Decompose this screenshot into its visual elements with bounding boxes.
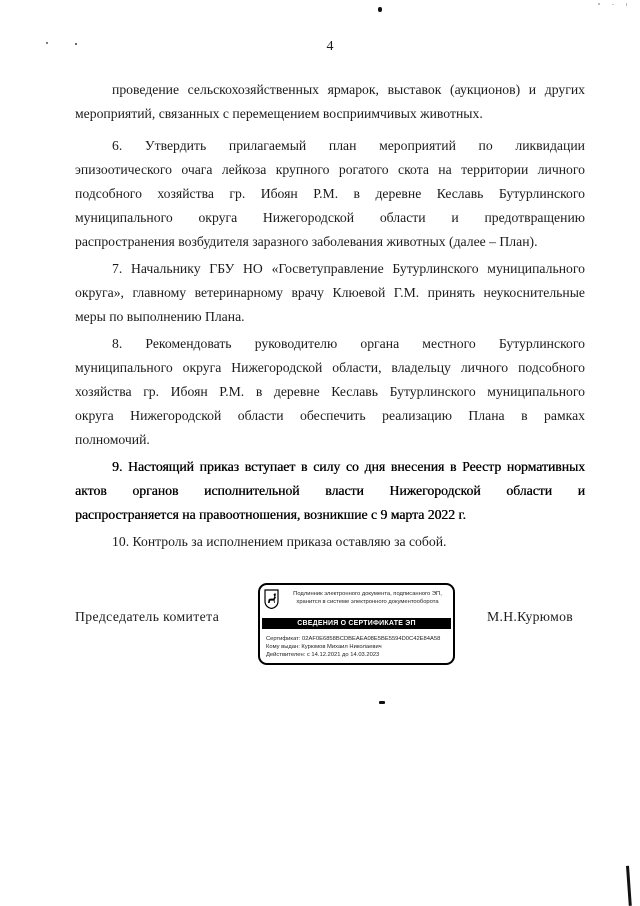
paragraph-8 <box>75 332 585 452</box>
text-line: муниципального округа Нижегородской области, владельцу личного подсобного <box>75 360 585 375</box>
stamp-header: СВЕДЕНИЯ О СЕРТИФИКАТЕ ЭП <box>262 618 451 629</box>
document-body <box>75 78 585 554</box>
certificate-number: Сертификат: 02AF0E6858BCDBEAEA08E5BE5594D0C42E84A58 <box>266 636 441 642</box>
scan-speck <box>46 42 48 44</box>
text-line: меры по выполнению Плана. <box>75 309 245 324</box>
certificate-owner: Кому выдан: Курюмов Михаил Николаевич <box>266 644 382 650</box>
text-line: 7. Начальнику ГБУ НО «Госветуправление Бутурлинского муниципального <box>112 261 585 276</box>
text-line: округа», главному ветеринарному врачу Клюевой Г.М. принять неукоснительные <box>75 285 585 300</box>
stamp-details <box>266 635 448 659</box>
text-line: проведение сельскохозяйственных ярмарок, выставок (аукционов) и других <box>112 82 585 97</box>
scan-mark <box>378 7 382 12</box>
electronic-signature-stamp <box>258 583 455 665</box>
text-line: муниципального округа Нижегородской области и предотвращению <box>75 210 585 225</box>
deer-emblem-icon <box>264 589 279 609</box>
text-line: эпизоотического очага лейкоза крупного рогатого скота на территории личного <box>75 162 585 177</box>
paragraph-7 <box>75 257 585 329</box>
text-line: актов органов исполнительной власти Нижегородской области и <box>75 483 585 498</box>
text-line: 10. Контроль за исполнением приказа оставляю за собой. <box>112 534 447 549</box>
scan-speck <box>612 4 614 5</box>
text-line: распространяется на правоотношения, возникшие с 9 марта 2022 г. <box>75 507 466 522</box>
text-line: 8. Рекомендовать руководителю органа местного Бутурлинского <box>112 336 585 351</box>
page-number: 4 <box>326 39 334 54</box>
scan-speck <box>75 43 77 45</box>
text-line: 9. Настоящий приказ вступает в силу со дня внесения в Реестр нормативных <box>112 459 585 474</box>
paragraph-continuation <box>75 78 585 126</box>
paragraph-6 <box>75 134 585 254</box>
text-line: мероприятий, связанных с перемещением восприимчивых животных. <box>75 106 483 121</box>
text-line: округа Нижегородской области обеспечить реализацию Плана в рамках <box>75 408 585 423</box>
stamp-notice-line: хранится в системе электронного документооборота <box>296 599 439 605</box>
text-line: полномочий. <box>75 432 150 447</box>
text-line: хозяйства гр. Ибоян Р.М. в деревне Кеславь Бутурлинского муниципального <box>75 384 585 399</box>
scan-speck <box>626 3 627 6</box>
signatory-name: М.Н.Курюмов <box>487 609 573 624</box>
paragraph-10 <box>75 530 585 554</box>
scan-mark <box>379 701 385 704</box>
stamp-notice <box>285 590 450 606</box>
text-line: подсобного хозяйства гр. Ибоян Р.М. в деревне Кеславь Бутурлинского <box>75 186 585 201</box>
stamp-notice-line: Подлинник электронного документа, подписанного ЭП, <box>293 591 442 597</box>
paragraph-9 <box>75 455 585 527</box>
text-line: распространения возбудителя заразного заболевания животных (далее – План). <box>75 234 538 249</box>
scan-speck <box>598 3 600 5</box>
certificate-validity: Действителен: с 14.12.2021 до 14.03.2023 <box>266 652 380 658</box>
scan-edge-line <box>626 866 632 906</box>
signatory-position: Председатель комитета <box>75 609 220 624</box>
text-line: 6. Утвердить прилагаемый план мероприятий по ликвидации <box>112 138 585 153</box>
